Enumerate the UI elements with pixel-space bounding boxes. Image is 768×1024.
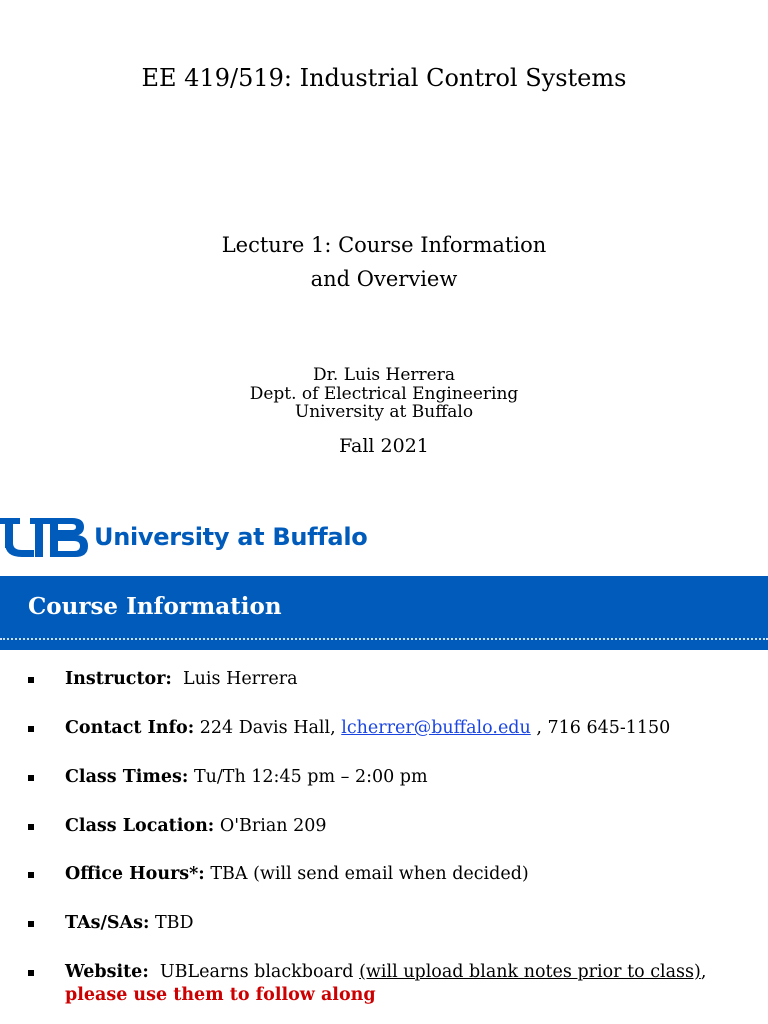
ub-wordmark: University at Buffalo (94, 523, 368, 551)
item-label: Class Location: (65, 816, 215, 836)
university: University at Buffalo (294, 402, 474, 422)
ub-logo (0, 515, 380, 561)
bullet-icon (28, 824, 34, 830)
author-block (0, 366, 768, 422)
item-label: Class Times: (65, 767, 189, 787)
lecture-title (0, 228, 768, 296)
email-link[interactable]: lcherrer@buffalo.edu (341, 718, 531, 738)
author-name: Dr. Luis Herrera (313, 365, 455, 385)
bullet-icon (28, 775, 34, 781)
item-label: Office Hours*: (65, 864, 205, 884)
item-value: TBD (155, 913, 194, 933)
item-value: UBLearns blackboard (159, 962, 354, 982)
item-label: Instructor: (65, 669, 172, 689)
follow-along-note: please use them to follow along (65, 985, 376, 1005)
item-label: Website: (65, 962, 149, 982)
item-value: O'Brian 209 (219, 816, 327, 836)
section-title: Course Information (28, 593, 282, 620)
comma: , (700, 962, 707, 982)
section-banner (0, 576, 768, 650)
ub-monogram-icon (0, 515, 92, 561)
bullet-icon (28, 970, 34, 976)
upload-note: (will upload blank notes prior to class) (359, 962, 701, 982)
item-value: Luis Herrera (183, 669, 298, 689)
bullet-icon (28, 921, 34, 927)
item-value: 224 Davis Hall, (199, 718, 336, 738)
bullet-icon (28, 726, 34, 732)
item-value: Tu/Th 12:45 pm – 2:00 pm (193, 767, 428, 787)
department: Dept. of Electrical Engineering (249, 383, 519, 404)
item-label: TAs/SAs: (65, 913, 150, 933)
phone-value: , 716 645-1150 (536, 718, 671, 738)
item-value: TBA (will send email when decided) (210, 864, 529, 884)
lecture-title-line2: and Overview (310, 267, 458, 291)
banner-divider (0, 638, 768, 640)
course-title: EE 419/519: Industrial Control Systems (141, 64, 627, 92)
item-label: Contact Info: (65, 718, 195, 738)
bullet-icon (28, 872, 34, 878)
title-slide (0, 0, 768, 500)
bullet-icon (28, 677, 34, 683)
lecture-title-line1: Lecture 1: Course Information (221, 233, 547, 257)
term: Fall 2021 (339, 435, 429, 457)
